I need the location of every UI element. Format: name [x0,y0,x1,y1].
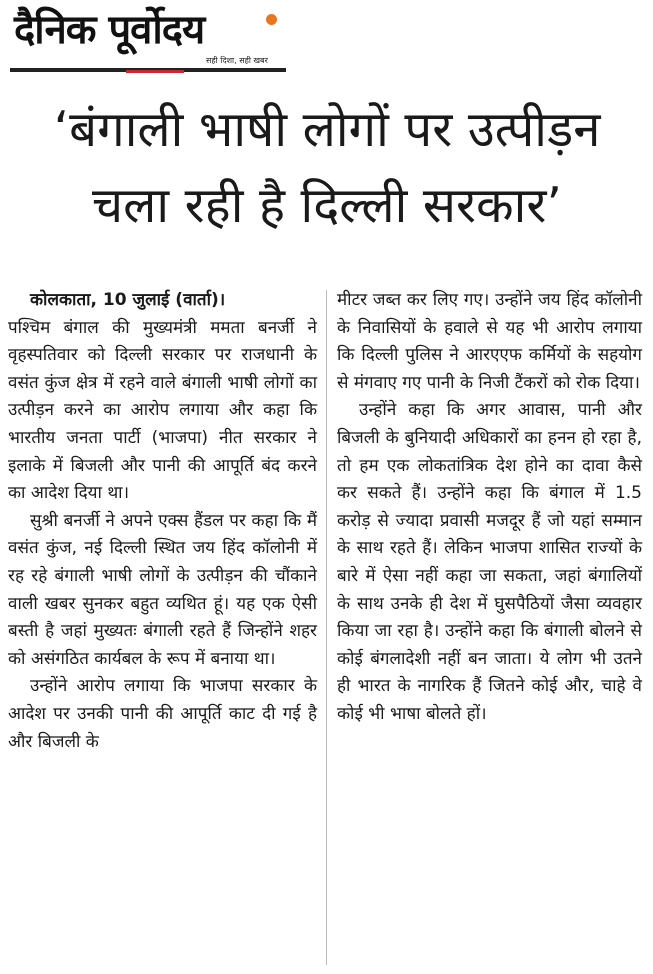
article-headline [12,92,642,244]
article-paragraph-4: मीटर जब्त कर लिए गए। उन्होंने जय हिंद कॉलोनी के निवासियों के हवाले से यह भी आरोप लगाया कि दिल्ली पुलिस ने आरएएफ कर्मियों के सहयोग से मंगवाए गए पानी के निजी टैंकरों को रोक दिया। [337,290,642,393]
masthead-accent [126,70,184,73]
article-paragraph-5: उन्होंने कहा कि अगर आवास, पानी और बिजली के बुनियादी अधिकारों का हनन हो रहा है, तो हम एक लोकतांत्रिक देश होने का दावा कैसे कर सकते हैं। उन्होंने कहा कि बंगाल में 1.5 करोड़ से ज्यादा प्रवासी मजदूर हैं जो यहां सम्मान के साथ रहते हैं। लेकिन भाजपा शासित राज्यों के बारे में ऐसा नहीं कहा जा सकता, जहां बंगालियों के साथ उनके ही देश में घुसपैठियों जैसा व्यवहार किया जा रहा है। उन्होंने कहा कि बंगाली बोलने से कोई बंगलादेशी नहीं बन जाता। ये लोग भी उतने ही भारत के नागरिक हैं जितने कोई और, चाहे वे कोई भी भाषा बोलते हों। [337,400,642,724]
masthead [8,4,286,72]
article-dateline-paragraph [8,287,317,315]
newspaper-logo: दैनिक पूर्वोदय [14,7,205,53]
column-divider [326,290,327,965]
article-column-right [337,287,642,729]
headline-line-2: चला रही है दिल्ली सरकार’ [92,177,562,234]
logo-dot-icon [266,14,277,25]
article-column-left [8,287,317,756]
article-dateline: कोलकाता, 10 जुलाई (वार्ता)। [30,290,226,310]
article-paragraph-3: उन्होंने आरोप लगाया कि भाजपा सरकार के आदेश पर उनकी पानी की आपूर्ति काट दी गई है और बिजली के [8,676,317,752]
headline-line-1: ‘बंगाली भाषी लोगों पर उत्पीड़न [53,101,601,158]
article-paragraph-1: पश्चिम बंगाल की मुख्यमंत्री ममता बनर्जी ने वृहस्पतिवार को दिल्ली सरकार पर राजधानी के वसंत कुंज क्षेत्र में रहने वाले बंगाली भाषी लोगों का उत्पीड़न करने का आरोप लगाया और कहा कि भारतीय जनता पार्टी (भाजपा) नीत सरकार ने इलाके में बिजली और पानी की आपूर्ति बंद करने का आदेश दिया था। [8,317,317,504]
newspaper-tagline: सही दिशा, सही खबर [206,56,268,65]
article-paragraph-2: सुश्री बनर्जी ने अपने एक्स हैंडल पर कहा कि मैं वसंत कुंज, नई दिल्ली स्थित जय हिंद कॉलोनी में रह रहे बंगाली भाषी लोगों के उत्पीड़न की चौंकाने वाली खबर सुनकर बहुत व्यथित हूं। यह एक ऐसी बस्ती है जहां मुख्यतः बंगाली रहते हैं जिन्होंने शहर को असंगठित कार्यबल के रूप में बनाया था। [8,510,317,669]
